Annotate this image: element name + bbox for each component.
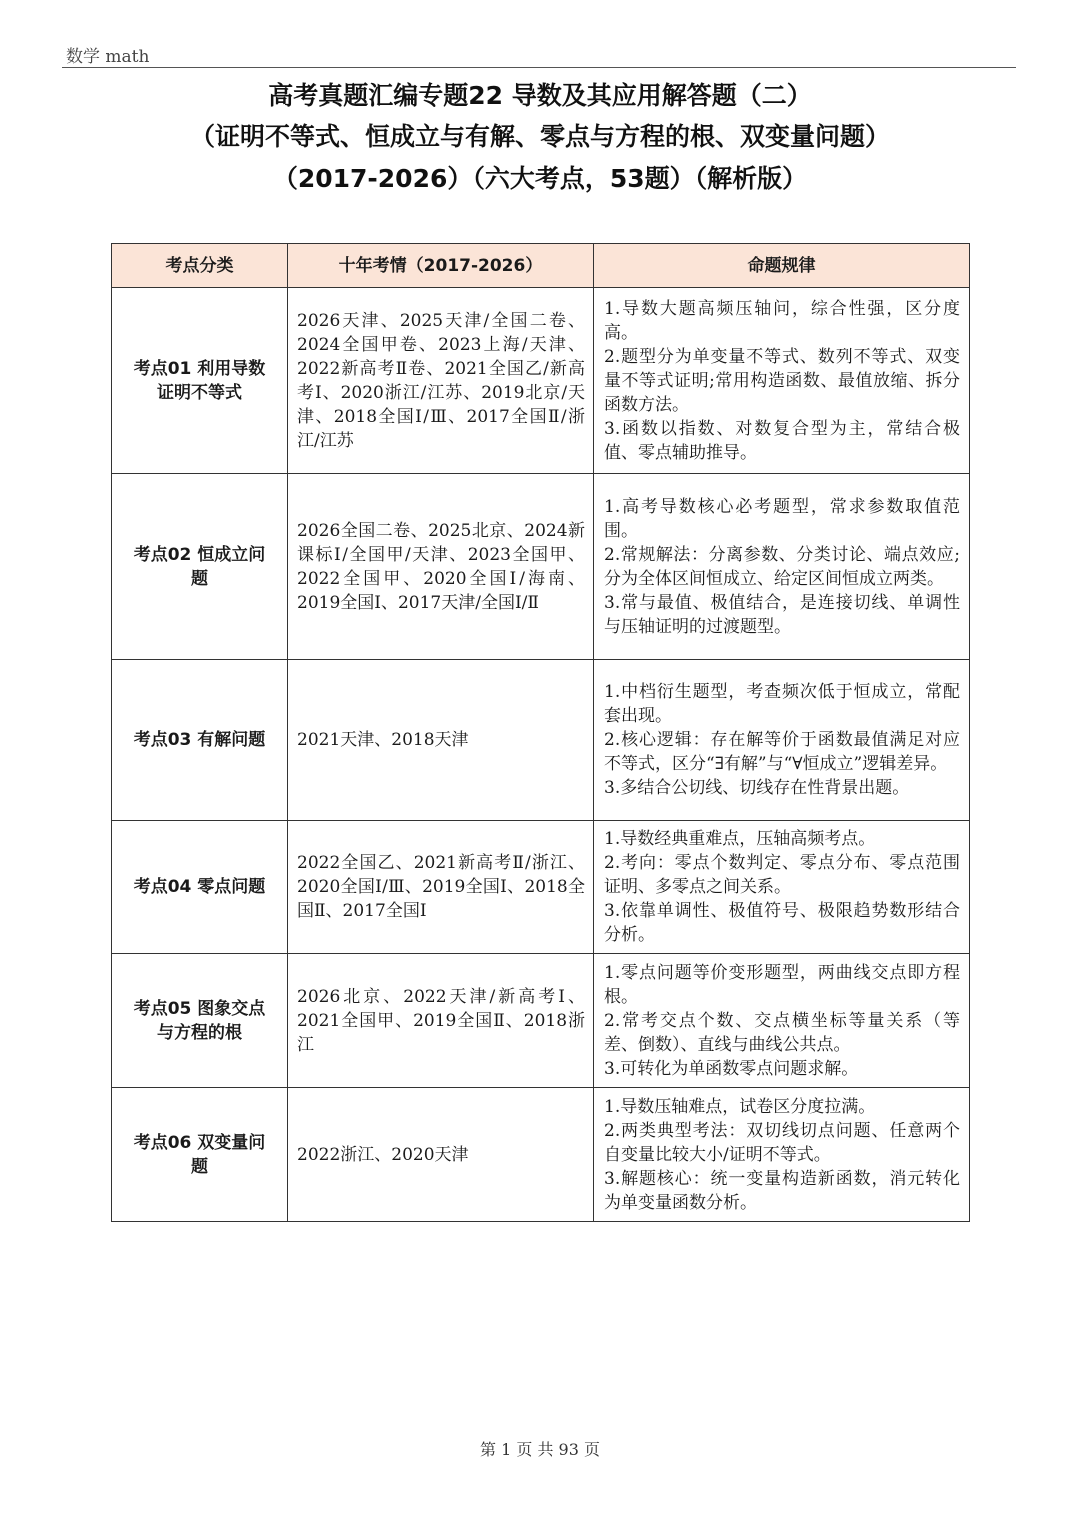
header-divider bbox=[62, 67, 1016, 68]
page-number: 第 1 页 共 93 页 bbox=[480, 1440, 600, 1459]
rule-item: 2.常考交点个数、交点横坐标等量关系（等差、倒数）、直线与曲线公共点。 bbox=[604, 1010, 960, 1055]
exams-cell: 2026天津、2025天津/全国二卷、2024全国甲卷、2023上海/天津、2022新高考Ⅱ卷、2021全国乙/新高考Ⅰ、2020浙江/江苏、2019北京/天津、2018全国Ⅰ/Ⅲ、2017全国Ⅱ/浙江/江苏 bbox=[288, 288, 594, 474]
document-subtitle: （证明不等式、恒成立与有解、零点与方程的根、双变量问题） bbox=[189, 122, 890, 151]
rules-cell bbox=[594, 1088, 970, 1222]
rules-cell bbox=[594, 821, 970, 954]
running-header: 数学 math bbox=[66, 47, 150, 67]
topic-cell: 考点06 双变量问题 bbox=[112, 1088, 288, 1222]
topic-cell: 考点03 有解问题 bbox=[112, 660, 288, 821]
header-rules: 命题规律 bbox=[594, 244, 970, 288]
rule-item: 1.零点问题等价变形题型，两曲线交点即方程根。 bbox=[604, 962, 960, 1007]
rule-item: 2.两类典型考法：双切线切点问题、任意两个自变量比较大小/证明不等式。 bbox=[604, 1120, 960, 1165]
rule-item: 1.导数压轴难点，试卷区分度拉满。 bbox=[604, 1096, 876, 1117]
table-row bbox=[112, 660, 970, 821]
table-header-row bbox=[112, 244, 970, 288]
header-exams: 十年考情（2017-2026） bbox=[288, 244, 594, 288]
topic-cell: 考点05 图象交点与方程的根 bbox=[112, 954, 288, 1088]
exams-cell: 2022全国乙、2021新高考Ⅱ/浙江、2020全国Ⅰ/Ⅲ、2019全国Ⅰ、2018全国Ⅱ、2017全国Ⅰ bbox=[288, 821, 594, 954]
rules-cell bbox=[594, 954, 970, 1088]
document-scope: （2017-2026）（六大考点，53题）（解析版） bbox=[272, 164, 808, 193]
rule-item: 3.常与最值、极值结合，是连接切线、单调性与压轴证明的过渡题型。 bbox=[604, 592, 960, 637]
rule-item: 3.可转化为单函数零点问题求解。 bbox=[604, 1058, 859, 1079]
rule-item: 3.函数以指数、对数复合型为主，常结合极值、零点辅助推导。 bbox=[604, 418, 960, 463]
table-row bbox=[112, 474, 970, 660]
table-row bbox=[112, 821, 970, 954]
table-row bbox=[112, 954, 970, 1088]
rule-item: 2.考向：零点个数判定、零点分布、零点范围证明、多零点之间关系。 bbox=[604, 853, 960, 897]
rule-item: 3.多结合公切线、切线存在性背景出题。 bbox=[604, 778, 910, 798]
rule-item: 1.导数经典重难点，压轴高频考点。 bbox=[604, 829, 876, 849]
topic-cell: 考点02 恒成立问题 bbox=[112, 474, 288, 660]
rule-item: 1.中档衍生题型，考查频次低于恒成立，常配套出现。 bbox=[604, 682, 960, 726]
rules-cell bbox=[594, 474, 970, 660]
table-row bbox=[112, 288, 970, 474]
exam-summary-table bbox=[111, 243, 970, 1222]
topic-cell: 考点01 利用导数证明不等式 bbox=[112, 288, 288, 474]
rule-item: 1.导数大题高频压轴问，综合性强，区分度高。 bbox=[604, 298, 960, 343]
topic-cell: 考点04 零点问题 bbox=[112, 821, 288, 954]
rule-item: 3.依靠单调性、极值符号、极限趋势数形结合分析。 bbox=[604, 901, 960, 945]
rules-cell bbox=[594, 660, 970, 821]
rule-item: 1.高考导数核心必考题型，常求参数取值范围。 bbox=[604, 496, 960, 541]
exams-cell: 2026北京、2022天津/新高考Ⅰ、2021全国甲、2019全国Ⅱ、2018浙江 bbox=[288, 954, 594, 1088]
document-title: 高考真题汇编专题22 导数及其应用解答题（二） bbox=[268, 81, 812, 110]
rule-item: 2.核心逻辑：存在解等价于函数最值满足对应不等式，区分“∃有解”与“∀恒成立”逻辑差异。 bbox=[604, 730, 960, 774]
exams-cell: 2026全国二卷、2025北京、2024新课标Ⅰ/全国甲/天津、2023全国甲、2022全国甲、2020全国Ⅰ/海南、2019全国Ⅰ、2017天津/全国Ⅰ/Ⅱ bbox=[288, 474, 594, 660]
exams-cell: 2022浙江、2020天津 bbox=[288, 1088, 594, 1222]
header-topic: 考点分类 bbox=[112, 244, 288, 288]
rules-cell bbox=[594, 288, 970, 474]
rule-item: 2.题型分为单变量不等式、数列不等式、双变量不等式证明;常用构造函数、最值放缩、拆分函数方法。 bbox=[604, 346, 960, 415]
rule-item: 2.常规解法：分离参数、分类讨论、端点效应;分为全体区间恒成立、给定区间恒成立两类。 bbox=[604, 544, 960, 589]
rule-item: 3.解题核心：统一变量构造新函数，消元转化为单变量函数分析。 bbox=[604, 1168, 960, 1213]
table-row bbox=[112, 1088, 970, 1222]
exams-cell: 2021天津、2018天津 bbox=[288, 660, 594, 821]
